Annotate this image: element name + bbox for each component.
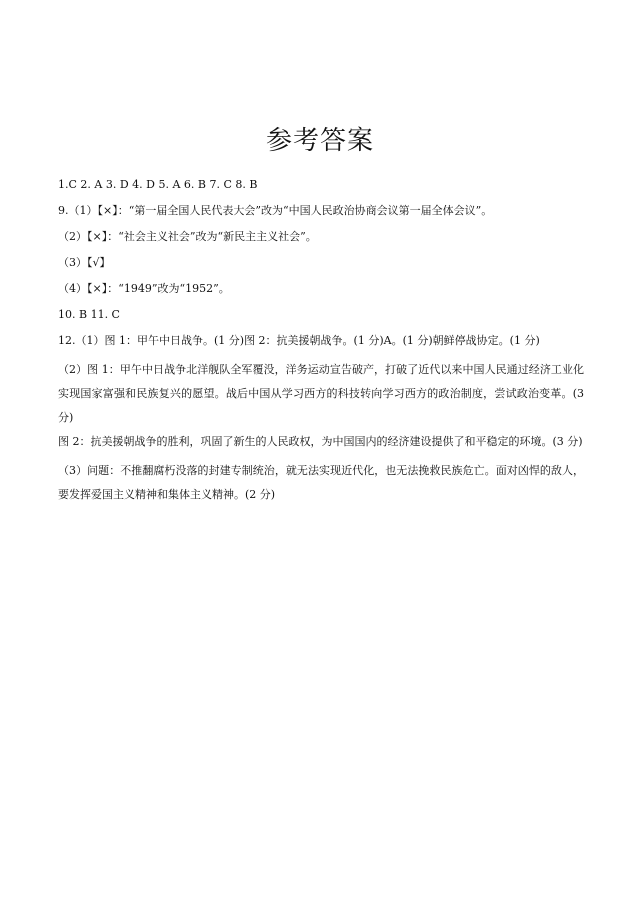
answers-1-8: 1.C 2. A 3. D 4. D 5. A 6. B 7. C 8. B: [58, 178, 258, 191]
answer-9-3: （3）【√】: [58, 256, 111, 269]
answer-content: [58, 176, 584, 515]
page-title: 参考答案: [265, 126, 374, 156]
answer-9-1: 9.（1）【×】：“第一届全国人民代表大会”改为“中国人民政治协商会议第一届全体会议”。: [58, 204, 493, 217]
answer-12-3: （3）问题：不推翻腐朽没落的封建专制统治，就无法实现近代化，也无法挽救民族危亡。面对凶悍的敌人，要发挥爱国主义精神和集体主义精神。(2 分): [58, 464, 584, 501]
answers-10-11: 10. B 11. C: [58, 308, 120, 321]
answer-9-4: （4）【×】：“1949”改为“1952”。: [58, 282, 230, 295]
answer-12-1: 12.（1）图 1：甲午中日战争。(1 分)图 2：抗美援朝战争。(1 分)A。(1 分)朝鲜停战协定。(1 分): [58, 334, 540, 347]
answer-9-2: （2）【×】：“社会主义社会”改为“新民主主义社会”。: [58, 230, 317, 243]
answer-12-2: （2）图 1：甲午中日战争北洋舰队全军覆没，洋务运动宣告破产，打破了近代以来中国人民通过经济工业化实现国家富强和民族复兴的愿望。战后中国从学习西方的科技转向学习西方的政治制度，尝试政治变革。(3 分): [58, 363, 584, 424]
answer-12-fig2: 图 2：抗美援朝战争的胜利，巩固了新生的人民政权，为中国国内的经济建设提供了和平稳定的环境。(3 分): [58, 435, 583, 448]
